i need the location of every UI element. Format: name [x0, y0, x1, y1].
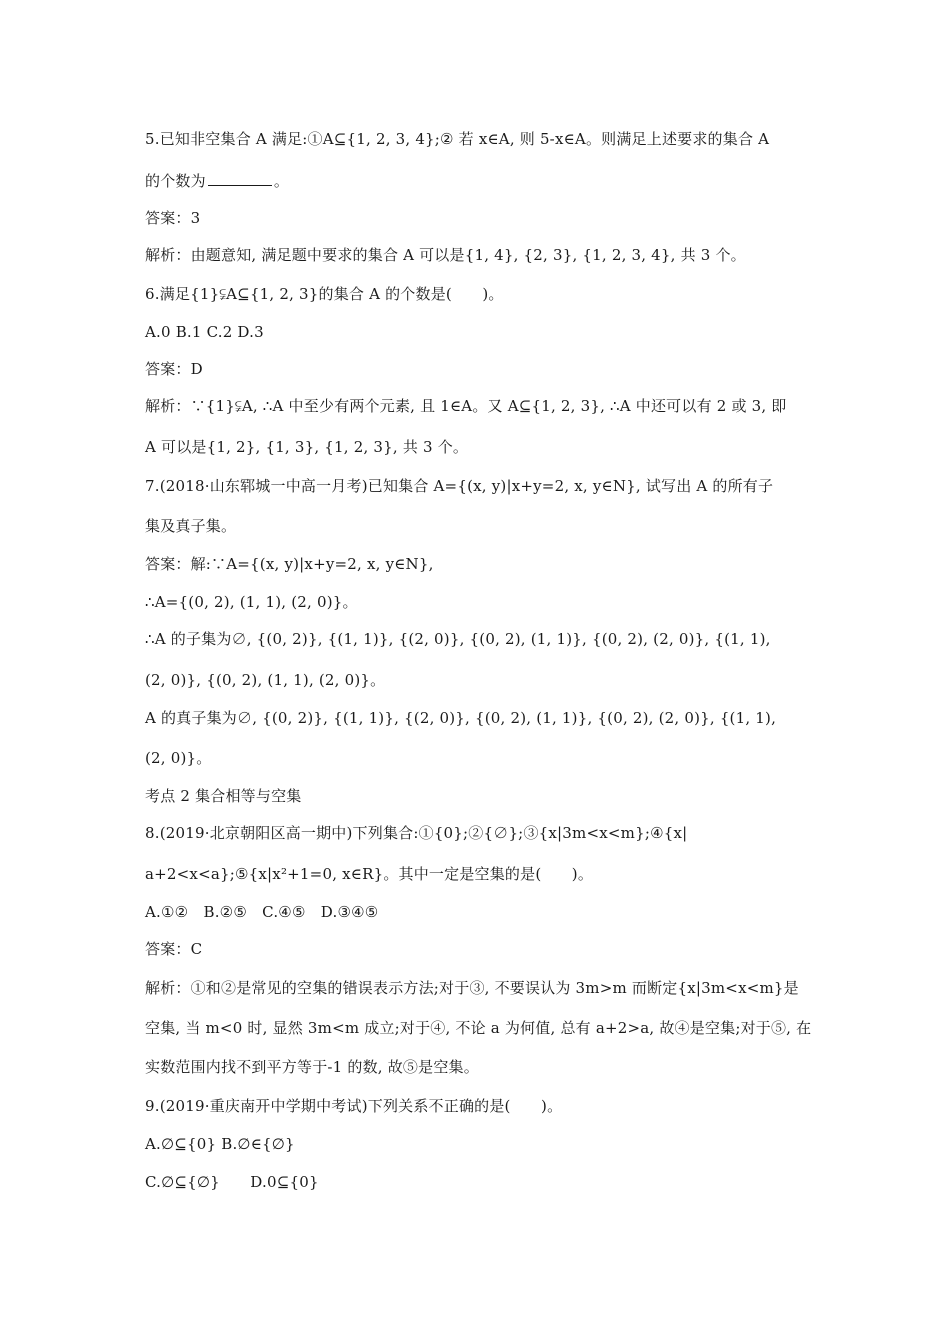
- question-7-answer-line-4: (2, 0)}, {(0, 2), (1, 1), (2, 0)}。: [145, 671, 386, 689]
- question-5-stem-text: 的个数为: [145, 172, 206, 190]
- question-5-stem-line-2: [145, 171, 289, 191]
- section-heading: 考点 2 集合相等与空集: [145, 787, 302, 805]
- question-8-options: A.①② B.②⑤ C.④⑤ D.③④⑤: [145, 903, 379, 921]
- question-8-stem-line-2: a+2<x<a};⑤{x|x²+1=0, x∈R}。其中一定是空集的是( )。: [145, 865, 594, 883]
- question-8-stem-line-1: 8.(2019·北京朝阳区高一期中)下列集合:①{0};②{∅};③{x|3m<x<m};④{x|: [145, 824, 688, 842]
- question-9-options-line-1: A.∅⊆{0} B.∅∈{∅}: [145, 1135, 295, 1153]
- question-7-stem-line-1: 7.(2018·山东郓城一中高一月考)已知集合 A={(x, y)|x+y=2, x, y∈N}, 试写出 A 的所有子: [145, 477, 774, 495]
- question-7-answer-line-3: ∴A 的子集为∅, {(0, 2)}, {(1, 1)}, {(2, 0)}, {(0, 2), (1, 1)}, {(0, 2), (2, 0)}, {(1, 1),: [145, 630, 771, 648]
- question-6-options: A.0 B.1 C.2 D.3: [145, 323, 264, 341]
- question-7-answer-line-2: ∴A={(0, 2), (1, 1), (2, 0)}。: [145, 593, 358, 611]
- question-8-answer: 答案：C: [145, 940, 203, 958]
- question-6-stem: 6.满足{1}⫋A⊆{1, 2, 3}的集合 A 的个数是( )。: [145, 285, 504, 303]
- question-9-stem: 9.(2019·重庆南开中学期中考试)下列关系不正确的是( )。: [145, 1097, 563, 1115]
- question-8-explanation-line-1: 解析：①和②是常见的空集的错误表示方法;对于③, 不要误认为 3m>m 而断定{x|3m<x<m}是: [145, 979, 799, 997]
- answer-blank: [208, 171, 272, 186]
- question-6-answer: 答案：D: [145, 360, 203, 378]
- question-8-explanation-line-2: 空集, 当 m<0 时, 显然 3m<m 成立;对于④, 不论 a 为何值, 总有 a+2>a, 故④是空集;对于⑤, 在: [145, 1019, 812, 1037]
- question-5-stem-line-1: 5.已知非空集合 A 满足:①A⊆{1, 2, 3, 4};② 若 x∈A, 则 5-x∈A。则满足上述要求的集合 A: [145, 130, 770, 148]
- question-7-stem-line-2: 集及真子集。: [145, 517, 237, 535]
- question-8-explanation-line-3: 实数范围内找不到平方等于-1 的数, 故⑤是空集。: [145, 1058, 479, 1076]
- question-5-answer: 答案：3: [145, 209, 201, 227]
- question-7-answer-line-1: 答案：解:∵A={(x, y)|x+y=2, x, y∈N},: [145, 555, 434, 573]
- question-5-explanation: 解析：由题意知, 满足题中要求的集合 A 可以是{1, 4}, {2, 3}, {1, 2, 3, 4}, 共 3 个。: [145, 246, 746, 264]
- question-9-options-line-2: C.∅⊆{∅} D.0⊆{0}: [145, 1173, 319, 1191]
- question-7-answer-line-6: (2, 0)}。: [145, 749, 212, 767]
- question-6-explanation-line-2: A 可以是{1, 2}, {1, 3}, {1, 2, 3}, 共 3 个。: [145, 438, 469, 456]
- question-6-explanation-line-1: 解析：∵{1}⫋A, ∴A 中至少有两个元素, 且 1∈A。又 A⊆{1, 2, 3}, ∴A 中还可以有 2 或 3, 即: [145, 397, 787, 415]
- question-7-answer-line-5: A 的真子集为∅, {(0, 2)}, {(1, 1)}, {(2, 0)}, {(0, 2), (1, 1)}, {(0, 2), (2, 0)}, {(1, 1),: [145, 709, 777, 727]
- question-5-stem-end: 。: [273, 172, 290, 190]
